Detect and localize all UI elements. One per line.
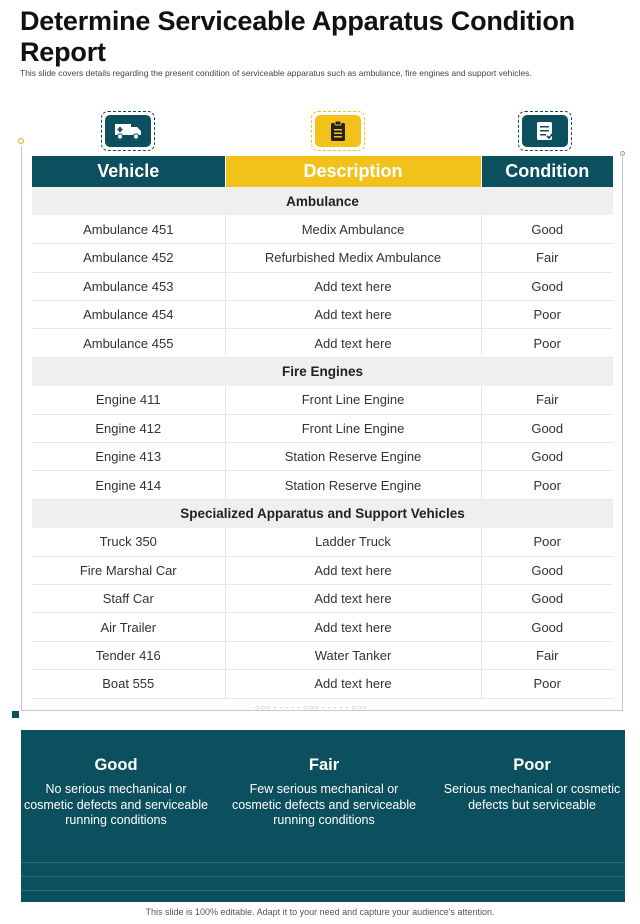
- description-cell: Add text here: [225, 329, 481, 357]
- table-row: [32, 471, 613, 499]
- legend-text: No serious mechanical or cosmetic defects and serviceable running conditions: [23, 782, 209, 827]
- condition-cell: Fair: [481, 641, 613, 669]
- description-cell: Add text here: [225, 272, 481, 300]
- section-row-fire-engines: [32, 357, 613, 385]
- vehicle-cell: Engine 414: [32, 471, 225, 499]
- vehicle-cell: Truck 350: [32, 528, 225, 556]
- checklist-icon: [535, 121, 555, 141]
- table-row: [32, 272, 613, 300]
- legend-divider: [21, 890, 625, 891]
- condition-cell: Good: [481, 414, 613, 442]
- legend-fair: [229, 756, 419, 829]
- header-vehicle: Vehicle: [32, 156, 225, 187]
- table-row: [32, 244, 613, 272]
- table-row: [32, 329, 613, 357]
- truck-icon: [114, 122, 142, 140]
- description-cell: Front Line Engine: [225, 414, 481, 442]
- condition-cell: Good: [481, 272, 613, 300]
- vehicle-cell: Engine 412: [32, 414, 225, 442]
- header-description: Description: [225, 156, 481, 187]
- legend-text: Few serious mechanical or cosmetic defects and serviceable running conditions: [231, 782, 417, 827]
- table-row: [32, 584, 613, 612]
- table-row: [32, 613, 613, 641]
- condition-cell: Poor: [481, 528, 613, 556]
- legend-text: Serious mechanical or cosmetic defects but serviceable: [443, 782, 621, 812]
- section-title: Specialized Apparatus and Support Vehicles: [32, 499, 613, 527]
- page-subtitle: This slide covers details regarding the present condition of serviceable apparatus such as ambulance, fire engines and support vehicles.: [20, 68, 532, 78]
- page-title: Determine Serviceable Apparatus Condition Report: [20, 6, 575, 67]
- table-row: [32, 670, 613, 698]
- decorative-square: [12, 711, 19, 718]
- description-cell: Water Tanker: [225, 641, 481, 669]
- clipboard-icon: [329, 120, 347, 142]
- table-row: [32, 443, 613, 471]
- apparatus-table: [32, 156, 613, 699]
- table-row: [32, 556, 613, 584]
- description-cell: Add text here: [225, 301, 481, 329]
- decorative-dot: [18, 138, 24, 144]
- vehicle-cell: Staff Car: [32, 584, 225, 612]
- condition-cell: Poor: [481, 670, 613, 698]
- clipboard-icon-box: [311, 111, 365, 151]
- section-row-specialized: [32, 499, 613, 527]
- legend-title: Fair: [308, 756, 340, 774]
- condition-cell: Fair: [481, 386, 613, 414]
- vehicle-cell: Tender 416: [32, 641, 225, 669]
- legend-divider: [21, 876, 625, 877]
- description-cell: Station Reserve Engine: [225, 471, 481, 499]
- condition-legend: [21, 730, 625, 902]
- condition-cell: Good: [481, 584, 613, 612]
- table-row: [32, 386, 613, 414]
- table-row: [32, 414, 613, 442]
- condition-cell: Good: [481, 613, 613, 641]
- truck-icon-box: [101, 111, 155, 151]
- legend-poor: [437, 756, 627, 813]
- vehicle-cell: Ambulance 454: [32, 301, 225, 329]
- description-cell: Add text here: [225, 556, 481, 584]
- condition-cell: Good: [481, 443, 613, 471]
- frame-connector: [21, 146, 22, 154]
- vehicle-cell: Engine 413: [32, 443, 225, 471]
- footer-note: This slide is 100% editable. Adapt it to your need and capture your audience's attention.: [145, 907, 495, 917]
- description-cell: Add text here: [225, 613, 481, 641]
- condition-cell: Fair: [481, 244, 613, 272]
- condition-cell: Poor: [481, 471, 613, 499]
- description-cell: Station Reserve Engine: [225, 443, 481, 471]
- vehicle-cell: Boat 555: [32, 670, 225, 698]
- description-cell: Add text here: [225, 670, 481, 698]
- vehicle-cell: Fire Marshal Car: [32, 556, 225, 584]
- vehicle-cell: Ambulance 452: [32, 244, 225, 272]
- condition-cell: Good: [481, 215, 613, 243]
- table-row: [32, 641, 613, 669]
- condition-cell: Good: [481, 556, 613, 584]
- legend-title: Poor: [513, 756, 551, 774]
- description-cell: Refurbished Medix Ambulance: [225, 244, 481, 272]
- table-row: [32, 528, 613, 556]
- description-cell: Medix Ambulance: [225, 215, 481, 243]
- description-cell: Add text here: [225, 584, 481, 612]
- vehicle-cell: Ambulance 455: [32, 329, 225, 357]
- condition-cell: Poor: [481, 301, 613, 329]
- description-cell: Front Line Engine: [225, 386, 481, 414]
- vehicle-cell: Engine 411: [32, 386, 225, 414]
- vehicle-cell: Ambulance 451: [32, 215, 225, 243]
- table-row: [32, 215, 613, 243]
- table-row: [32, 301, 613, 329]
- legend-divider: [21, 862, 625, 863]
- vehicle-cell: Ambulance 453: [32, 272, 225, 300]
- legend-title: Good: [94, 756, 138, 774]
- decorative-chain: ○○○ - - - - - ○○○ - - - - - ○○○: [255, 703, 368, 712]
- legend-good: [21, 756, 211, 829]
- table-header-row: [32, 156, 613, 187]
- description-cell: Ladder Truck: [225, 528, 481, 556]
- section-title: Fire Engines: [32, 357, 613, 385]
- condition-cell: Poor: [481, 329, 613, 357]
- checklist-icon-box: [518, 111, 572, 151]
- vehicle-cell: Air Trailer: [32, 613, 225, 641]
- section-row-ambulance: [32, 187, 613, 215]
- header-condition: Condition: [481, 156, 613, 187]
- section-title: Ambulance: [32, 187, 613, 215]
